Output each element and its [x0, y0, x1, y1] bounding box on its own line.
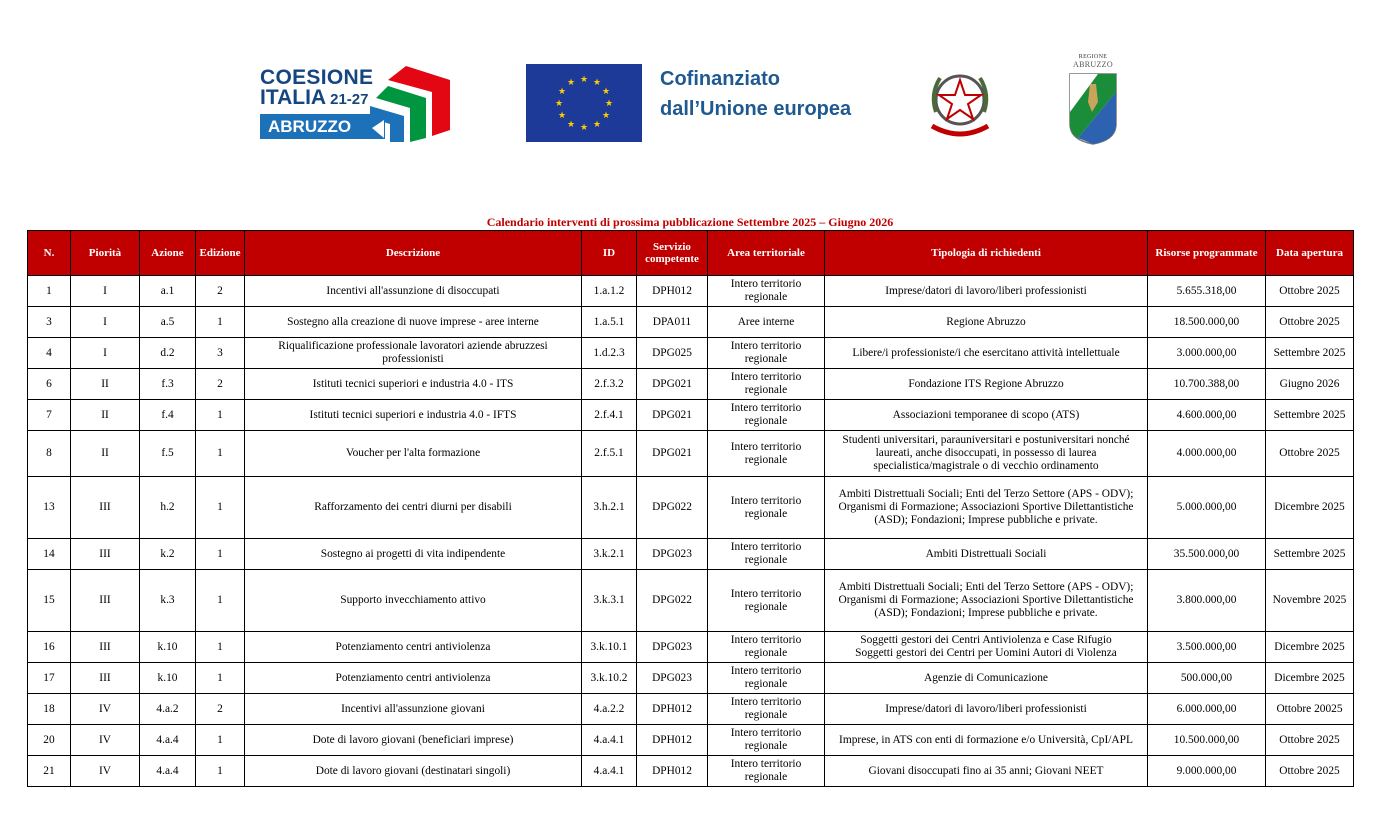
- cell-risorse: 18.500.000,00: [1148, 307, 1266, 338]
- cell-id: 1.d.2.3: [582, 338, 637, 369]
- cell-id: 1.a.1.2: [582, 276, 637, 307]
- abruzzo-logo-top-text: REGIONE: [1078, 54, 1108, 60]
- cell-servizio: DPA011: [637, 307, 708, 338]
- header-edizione: Edizione: [196, 231, 245, 276]
- cell-azione: k.2: [140, 539, 196, 570]
- table-row: [28, 338, 1354, 369]
- cell-azione: k.3: [140, 570, 196, 632]
- cell-id: 4.a.4.1: [582, 756, 637, 787]
- svg-text:★: ★: [579, 75, 589, 85]
- cell-id: 3.k.10.2: [582, 663, 637, 694]
- italian-emblem-icon: [922, 64, 998, 142]
- header-data: Data apertura: [1266, 231, 1354, 276]
- cell-id: 3.k.10.1: [582, 632, 637, 663]
- cell-descrizione: Istituti tecnici superiori e industria 4.0 - IFTS: [245, 400, 582, 431]
- cell-priorita: IV: [71, 725, 140, 756]
- cell-n: 16: [28, 632, 71, 663]
- cell-id: 2.f.4.1: [582, 400, 637, 431]
- cell-data: Ottobre 2025: [1266, 307, 1354, 338]
- cell-n: 7: [28, 400, 71, 431]
- cell-area: Intero territorio regionale: [708, 400, 825, 431]
- cell-area: Intero territorio regionale: [708, 338, 825, 369]
- cell-descrizione: Incentivi all'assunzione di disoccupati: [245, 276, 582, 307]
- svg-text:★: ★: [601, 111, 611, 121]
- cell-risorse: 35.500.000,00: [1148, 539, 1266, 570]
- header-id: ID: [582, 231, 637, 276]
- abruzzo-logo-name: ABRUZZO: [1073, 60, 1113, 69]
- coesione-italia-logo: [258, 62, 453, 144]
- cell-azione: d.2: [140, 338, 196, 369]
- cell-n: 6: [28, 369, 71, 400]
- cell-azione: a.5: [140, 307, 196, 338]
- cell-data: Ottobre 20025: [1266, 694, 1354, 725]
- cell-priorita: III: [71, 663, 140, 694]
- cell-edizione: 2: [196, 694, 245, 725]
- cell-azione: k.10: [140, 632, 196, 663]
- cell-area: Intero territorio regionale: [708, 431, 825, 477]
- cell-area: Intero territorio regionale: [708, 477, 825, 539]
- svg-text:★: ★: [566, 120, 576, 130]
- cell-n: 4: [28, 338, 71, 369]
- calendar-table: [27, 230, 1354, 787]
- header-azione: Azione: [140, 231, 196, 276]
- cell-descrizione: Riqualificazione professionale lavoratori aziende abruzzesi professionisti: [245, 338, 582, 369]
- cell-priorita: I: [71, 338, 140, 369]
- cell-id: 4.a.4.1: [582, 725, 637, 756]
- cell-descrizione: Dote di lavoro giovani (beneficiari imprese): [245, 725, 582, 756]
- cell-priorita: II: [71, 431, 140, 477]
- eu-flag-icon: [526, 64, 642, 142]
- cell-edizione: 1: [196, 725, 245, 756]
- cell-descrizione: Supporto invecchiamento attivo: [245, 570, 582, 632]
- cell-servizio: DPG023: [637, 539, 708, 570]
- header-priorita: Piorità: [71, 231, 140, 276]
- cell-id: 4.a.2.2: [582, 694, 637, 725]
- cell-servizio: DPG023: [637, 632, 708, 663]
- cell-tipologia: Ambiti Distrettuali Sociali; Enti del Terzo Settore (APS - ODV); Organismi di Formazione; Associazioni Sportive Dilettantistiche (ASD); Fondazioni; Imprese pubbliche e private.: [825, 570, 1148, 632]
- cell-servizio: DPG022: [637, 570, 708, 632]
- cell-tipologia: Giovani disoccupati fino ai 35 anni; Giovani NEET: [825, 756, 1148, 787]
- cell-edizione: 1: [196, 632, 245, 663]
- header-area: Area territoriale: [708, 231, 825, 276]
- repubblica-italiana-emblem: [922, 64, 998, 142]
- cell-area: Aree interne: [708, 307, 825, 338]
- cell-tipologia: Studenti universitari, parauniversitari e postuniversitari nonché laureati, anche disoccupati, in possesso di laurea specialistica/magistrale o di vecchio ordinamento: [825, 431, 1148, 477]
- cell-descrizione: Istituti tecnici superiori e industria 4.0 - ITS: [245, 369, 582, 400]
- cell-area: Intero territorio regionale: [708, 539, 825, 570]
- cell-data: Dicembre 2025: [1266, 632, 1354, 663]
- cell-azione: 4.a.4: [140, 725, 196, 756]
- eu-logo-line2: dall’Unione europea: [660, 98, 852, 120]
- cell-area: Intero territorio regionale: [708, 694, 825, 725]
- cell-priorita: III: [71, 539, 140, 570]
- cell-priorita: IV: [71, 694, 140, 725]
- header-descrizione: Descrizione: [245, 231, 582, 276]
- cell-data: Giugno 2026: [1266, 369, 1354, 400]
- eu-cofinanced-logo: [526, 64, 854, 143]
- cell-descrizione: Potenziamento centri antiviolenza: [245, 663, 582, 694]
- cell-azione: h.2: [140, 477, 196, 539]
- cell-risorse: 4.000.000,00: [1148, 431, 1266, 477]
- cell-area: Intero territorio regionale: [708, 369, 825, 400]
- cell-n: 21: [28, 756, 71, 787]
- cell-area: Intero territorio regionale: [708, 276, 825, 307]
- cell-risorse: 5.000.000,00: [1148, 477, 1266, 539]
- cell-tipologia: Imprese, in ATS con enti di formazione e/o Università, CpI/APL: [825, 725, 1148, 756]
- svg-text:★: ★: [557, 111, 567, 121]
- cell-edizione: 1: [196, 400, 245, 431]
- table-row: [28, 632, 1354, 663]
- cell-n: 18: [28, 694, 71, 725]
- cell-servizio: DPG025: [637, 338, 708, 369]
- table-row: [28, 477, 1354, 539]
- cell-edizione: 2: [196, 276, 245, 307]
- svg-text:★: ★: [579, 123, 589, 133]
- regione-abruzzo-logo: [1064, 54, 1122, 149]
- svg-text:★: ★: [592, 120, 602, 130]
- cell-id: 3.k.3.1: [582, 570, 637, 632]
- coesione-cube-icon: [366, 62, 452, 144]
- cell-azione: k.10: [140, 663, 196, 694]
- header-tipologia: Tipologia di richiedenti: [825, 231, 1148, 276]
- cell-risorse: 4.600.000,00: [1148, 400, 1266, 431]
- cell-edizione: 1: [196, 539, 245, 570]
- cell-n: 20: [28, 725, 71, 756]
- cell-id: 1.a.5.1: [582, 307, 637, 338]
- coesione-region-label: ABRUZZO: [268, 117, 352, 136]
- document-title: Calendario interventi di prossima pubblicazione Settembre 2025 – Giugno 2026: [486, 215, 894, 229]
- cell-data: Settembre 2025: [1266, 539, 1354, 570]
- cell-data: Dicembre 2025: [1266, 477, 1354, 539]
- cell-data: Ottobre 2025: [1266, 276, 1354, 307]
- cell-tipologia: Libere/i professioniste/i che esercitano attività intellettuale: [825, 338, 1148, 369]
- svg-text:★: ★: [592, 78, 602, 88]
- table-row: [28, 369, 1354, 400]
- table-row: [28, 725, 1354, 756]
- cell-servizio: DPH012: [637, 276, 708, 307]
- cell-risorse: 3.800.000,00: [1148, 570, 1266, 632]
- cell-area: Intero territorio regionale: [708, 663, 825, 694]
- cell-tipologia: Soggetti gestori dei Centri Antiviolenza e Case Rifugio Soggetti gestori dei Centri per Uomini Autori di Violenza: [825, 632, 1148, 663]
- table-row: [28, 276, 1354, 307]
- header-risorse: Risorse programmate: [1148, 231, 1266, 276]
- cell-data: Ottobre 2025: [1266, 756, 1354, 787]
- cell-n: 1: [28, 276, 71, 307]
- cell-risorse: 3.000.000,00: [1148, 338, 1266, 369]
- eu-logo-line1: Cofinanziato: [660, 68, 780, 90]
- table-row: [28, 570, 1354, 632]
- cell-azione: f.5: [140, 431, 196, 477]
- cell-id: 3.h.2.1: [582, 477, 637, 539]
- cell-descrizione: Sostegno ai progetti di vita indipendente: [245, 539, 582, 570]
- cell-tipologia: Fondazione ITS Regione Abruzzo: [825, 369, 1148, 400]
- cell-servizio: DPG021: [637, 400, 708, 431]
- cell-area: Intero territorio regionale: [708, 570, 825, 632]
- abruzzo-shield-icon: [1068, 72, 1118, 146]
- cell-servizio: DPH012: [637, 756, 708, 787]
- coesione-logo-line2: ITALIA 21-27: [260, 86, 369, 109]
- cell-priorita: I: [71, 276, 140, 307]
- table-row: [28, 756, 1354, 787]
- cell-n: 3: [28, 307, 71, 338]
- cell-risorse: 6.000.000,00: [1148, 694, 1266, 725]
- cell-descrizione: Potenziamento centri antiviolenza: [245, 632, 582, 663]
- cell-edizione: 3: [196, 338, 245, 369]
- coesione-logo-line1: COESIONE: [260, 66, 374, 89]
- cell-servizio: DPG023: [637, 663, 708, 694]
- cell-area: Intero territorio regionale: [708, 632, 825, 663]
- cell-n: 15: [28, 570, 71, 632]
- header-servizio: Servizio competente: [637, 231, 708, 276]
- cell-azione: f.3: [140, 369, 196, 400]
- cell-descrizione: Rafforzamento dei centri diurni per disabili: [245, 477, 582, 539]
- cell-risorse: 3.500.000,00: [1148, 632, 1266, 663]
- cell-azione: a.1: [140, 276, 196, 307]
- svg-text:★: ★: [604, 99, 614, 109]
- table-row: [28, 400, 1354, 431]
- cell-tipologia: Ambiti Distrettuali Sociali: [825, 539, 1148, 570]
- cell-data: Settembre 2025: [1266, 338, 1354, 369]
- cell-data: Novembre 2025: [1266, 570, 1354, 632]
- svg-text:★: ★: [557, 87, 567, 97]
- cell-tipologia: Associazioni temporanee di scopo (ATS): [825, 400, 1148, 431]
- cell-data: Ottobre 2025: [1266, 725, 1354, 756]
- cell-priorita: IV: [71, 756, 140, 787]
- cell-risorse: 5.655.318,00: [1148, 276, 1266, 307]
- cell-descrizione: Sostegno alla creazione di nuove imprese - aree interne: [245, 307, 582, 338]
- cell-servizio: DPH012: [637, 694, 708, 725]
- cell-descrizione: Voucher per l'alta formazione: [245, 431, 582, 477]
- cell-n: 17: [28, 663, 71, 694]
- cell-id: 3.k.2.1: [582, 539, 637, 570]
- cell-azione: f.4: [140, 400, 196, 431]
- cell-priorita: II: [71, 369, 140, 400]
- cell-edizione: 1: [196, 307, 245, 338]
- cell-area: Intero territorio regionale: [708, 756, 825, 787]
- cell-risorse: 9.000.000,00: [1148, 756, 1266, 787]
- cell-id: 2.f.5.1: [582, 431, 637, 477]
- table-row: [28, 663, 1354, 694]
- table-header-row: [28, 231, 1354, 276]
- cell-descrizione: Incentivi all'assunzione giovani: [245, 694, 582, 725]
- cell-data: Dicembre 2025: [1266, 663, 1354, 694]
- cell-data: Ottobre 2025: [1266, 431, 1354, 477]
- cell-tipologia: Imprese/datori di lavoro/liberi professionisti: [825, 694, 1148, 725]
- cell-tipologia: Ambiti Distrettuali Sociali; Enti del Terzo Settore (APS - ODV); Organismi di Formazione; Associazioni Sportive Dilettantistiche (ASD); Fondazioni; Imprese pubbliche e private.: [825, 477, 1148, 539]
- cell-priorita: III: [71, 570, 140, 632]
- cell-area: Intero territorio regionale: [708, 725, 825, 756]
- cell-priorita: I: [71, 307, 140, 338]
- cell-edizione: 1: [196, 477, 245, 539]
- cell-edizione: 1: [196, 431, 245, 477]
- svg-text:★: ★: [601, 87, 611, 97]
- cell-n: 14: [28, 539, 71, 570]
- cell-risorse: 500.000,00: [1148, 663, 1266, 694]
- cell-edizione: 1: [196, 570, 245, 632]
- cell-priorita: III: [71, 477, 140, 539]
- cell-azione: 4.a.4: [140, 756, 196, 787]
- cell-tipologia: Imprese/datori di lavoro/liberi professionisti: [825, 276, 1148, 307]
- cell-priorita: II: [71, 400, 140, 431]
- cell-data: Settembre 2025: [1266, 400, 1354, 431]
- cell-servizio: DPH012: [637, 725, 708, 756]
- svg-text:★: ★: [554, 99, 564, 109]
- table-body: [28, 276, 1354, 787]
- table-row: [28, 694, 1354, 725]
- cell-risorse: 10.500.000,00: [1148, 725, 1266, 756]
- cell-edizione: 2: [196, 369, 245, 400]
- cell-tipologia: Agenzie di Comunicazione: [825, 663, 1148, 694]
- cell-servizio: DPG021: [637, 431, 708, 477]
- cell-priorita: III: [71, 632, 140, 663]
- cell-n: 13: [28, 477, 71, 539]
- cell-servizio: DPG022: [637, 477, 708, 539]
- eu-logo-text: [660, 64, 851, 124]
- table-row: [28, 539, 1354, 570]
- table-row: [28, 307, 1354, 338]
- cell-servizio: DPG021: [637, 369, 708, 400]
- cell-edizione: 1: [196, 756, 245, 787]
- cell-tipologia: Regione Abruzzo: [825, 307, 1148, 338]
- cell-edizione: 1: [196, 663, 245, 694]
- cell-descrizione: Dote di lavoro giovani (destinatari singoli): [245, 756, 582, 787]
- svg-text:★: ★: [566, 78, 576, 88]
- header-n: N.: [28, 231, 71, 276]
- cell-risorse: 10.700.388,00: [1148, 369, 1266, 400]
- cell-azione: 4.a.2: [140, 694, 196, 725]
- cell-n: 8: [28, 431, 71, 477]
- cell-id: 2.f.3.2: [582, 369, 637, 400]
- table-row: [28, 431, 1354, 477]
